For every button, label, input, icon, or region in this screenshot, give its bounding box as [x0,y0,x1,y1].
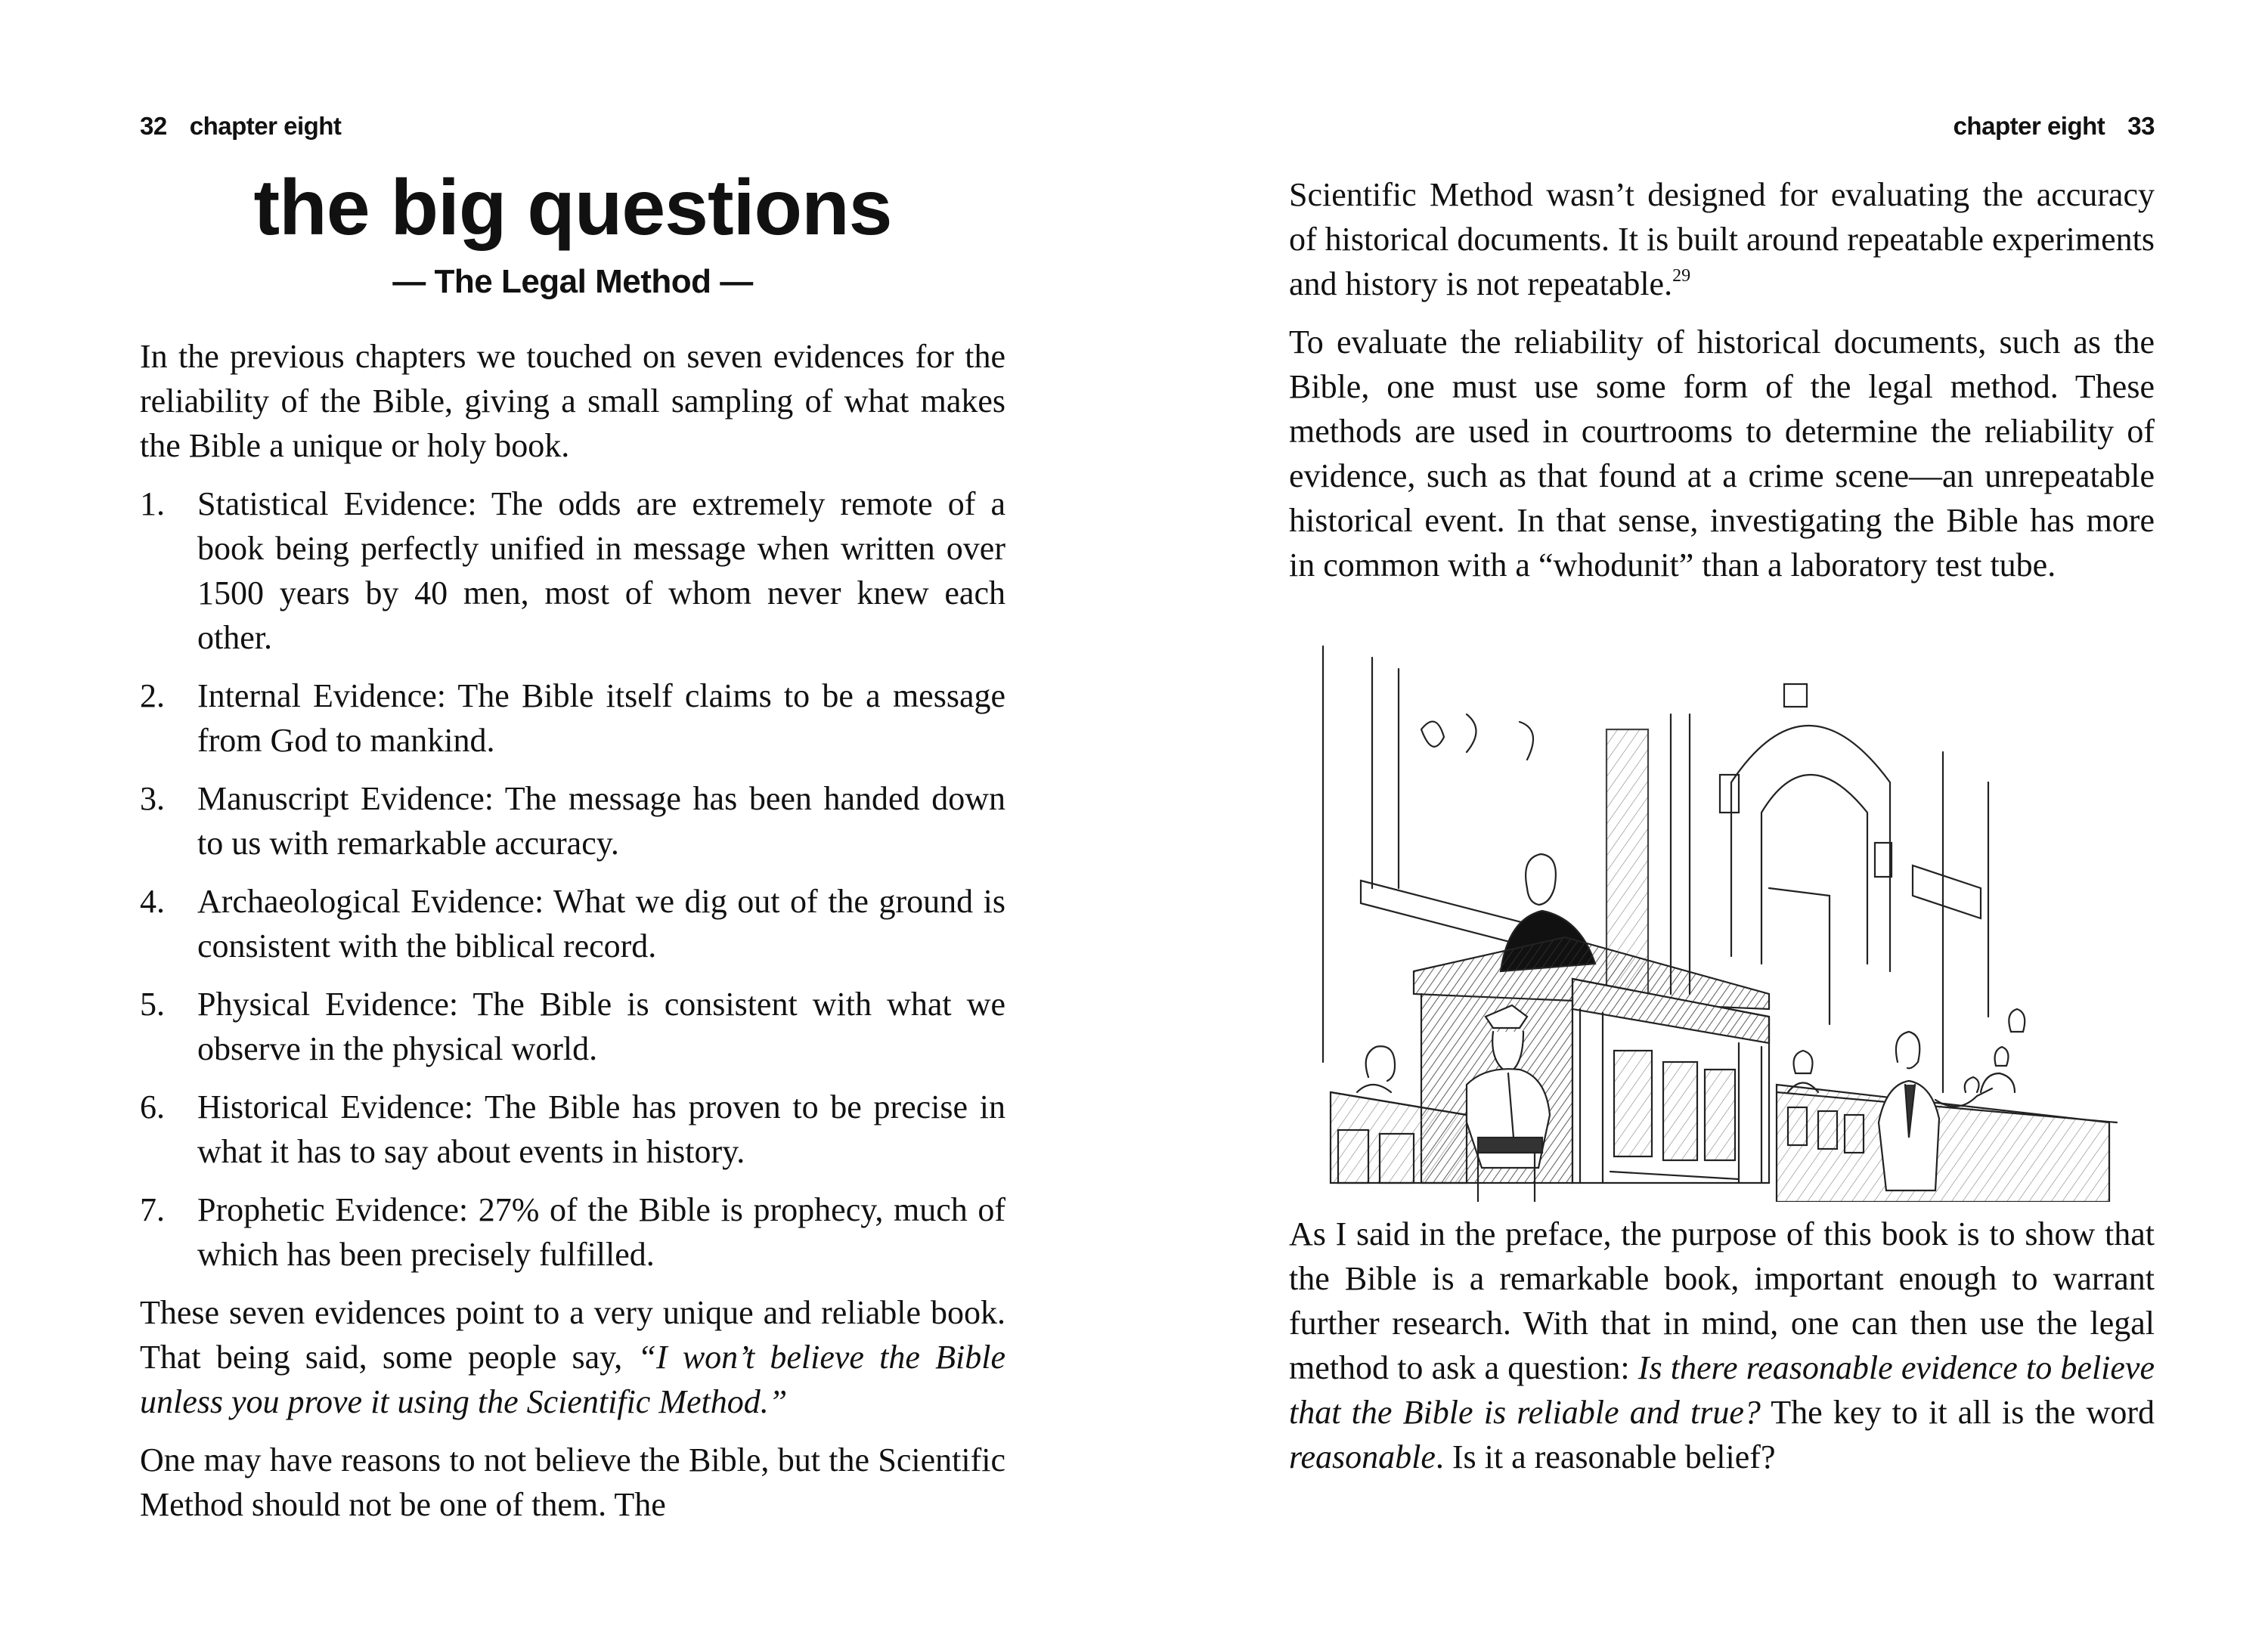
intro-paragraph: In the previous chapters we touched on seven evidences for the reliability of the Bible, giving a small sampling of what makes the Bible a unique or holy book. [140,338,1005,464]
paragraph-text: The key to it all is the word [1760,1394,2155,1431]
legal-method-paragraph: To evaluate the reliability of historical documents, such as the Bible, one must use some form of the legal method. These methods are used in courtrooms to determine the reliability of evidence, such as that found at a crime scene—an unrepeatable historical event. In that sense, investigating the Bible has more in common with a “whodunit” than a laboratory test tube. [1289,324,2155,584]
emphasis-italic: reasonable [1289,1438,1436,1475]
question-italic: Is there reasonable evidence to believe that the Bible is reliable and true? [1289,1349,2155,1431]
evidence-item [140,776,1005,865]
item-number: 1. [140,485,165,522]
evidence-item [140,879,1005,968]
courtroom-sketch [1315,639,2143,1202]
evidence-item [140,481,1005,660]
quote-italic: “I won’t believe the Bible unless you prove it using the Scientific Method.” [140,1339,1005,1420]
item-number: 5. [140,986,165,1023]
footnote-ref[interactable]: 29 [1672,266,1691,286]
right-body-top [1289,172,2155,601]
left-body [140,334,1005,1540]
item-number: 6. [140,1088,165,1125]
evidence-item [140,1187,1005,1277]
item-number: 3. [140,780,165,817]
paragraph-text: Scientific Method wasn’t designed for evaluating the accuracy of historical documents. It is built around repeatable experiments and history is not repeatable. [1289,176,2155,302]
chapter-label: chapter eight [1953,112,2105,140]
scientific-method-paragraph: One may have reasons to not believe the Bible, but the Scientific Method should not be one of them. The [140,1441,1005,1523]
item-text: Internal Evidence: The Bible itself claims to be a message from God to mankind. [197,677,1005,759]
running-head-left [140,112,341,141]
item-text: Prophetic Evidence: 27% of the Bible is prophecy, much of which has been precisely fulfilled. [197,1191,1005,1273]
item-number: 7. [140,1191,165,1228]
evidence-item [140,673,1005,763]
item-text: Archaeological Evidence: What we dig out of the ground is consistent with the biblical record. [197,883,1005,964]
continued-paragraph [1289,172,2155,306]
evidence-item [140,1085,1005,1174]
preface-paragraph [1289,1212,2155,1479]
page-number: 33 [2127,112,2155,140]
evidence-list [140,481,1005,1277]
item-text: Historical Evidence: The Bible has proven to be precise in what it has to say about events in history. [197,1088,1005,1170]
item-number: 2. [140,677,165,714]
chapter-title: the big questions [253,164,892,252]
evidence-item [140,982,1005,1071]
item-text: Statistical Evidence: The odds are extremely remote of a book being perfectly unified in message when written over 1500 years by 40 men, most of whom never knew each other. [197,485,1005,656]
courtroom-illustration [1315,639,2143,1202]
seven-evidences-paragraph [140,1290,1005,1424]
right-body-bottom [1289,1212,2155,1493]
item-text: Manuscript Evidence: The message has been handed down to us with remarkable accuracy. [197,780,1005,862]
paragraph-text: As I said in the preface, the purpose of this book is to show that the Bible is a remarkable book, important enough to warrant further research. With that in mind, one can then use the legal method to ask a question: [1289,1215,2155,1386]
chapter-subtitle: — The Legal Method — [392,263,753,300]
paragraph-text: These seven evidences point to a very unique and reliable book. That being said, some people say, [140,1294,1005,1376]
paragraph-text: . Is it a reasonable belief? [1435,1438,1776,1475]
page-number: 32 [140,112,167,140]
chapter-label: chapter eight [189,112,342,140]
running-head-right [1954,112,2155,141]
item-text: Physical Evidence: The Bible is consistent with what we observe in the physical world. [197,986,1005,1067]
item-number: 4. [140,883,165,920]
